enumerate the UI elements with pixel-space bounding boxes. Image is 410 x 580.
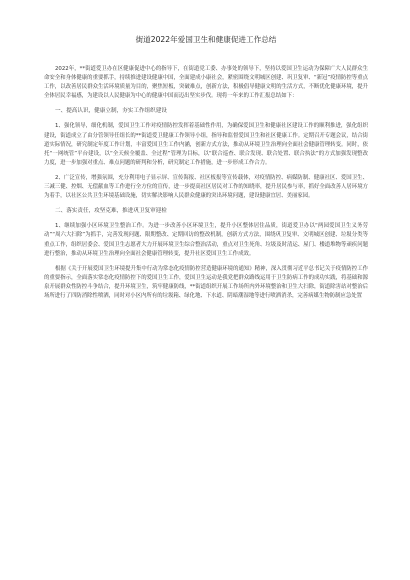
paragraph-1: 1、强化领导，细化机制，爱国卫生工作对疫情防控发挥着基础性作用，为确保爱国卫生和健康社区建设工作的顺利推进，强化组织建设，街道成立了由分管领导任组长的**街道爱卫健康工作领导小组，指导和监督爱国卫生和社区健康工作。定期召开专题会议，结合街道实际情况，研究制定年度工作计划，丰富爱国卫生工作内涵，创新方式方法，推动从环境卫生治理向全面社会健康管理转变。同时，依托“一网统管”平台建设，以“全天候全覆盖、全过程”管理为目标，以“联合巡查、联合发现、联合处置、联合执法”的方式加强发现整改力度，进一步加强对重点、难点问题的研判和分析，研究制定工作措施，进一步形成工作合力。	[44, 123, 368, 166]
section-heading-1: 一、提高认识，健康立制，夯实工作组织建设	[55, 108, 167, 115]
paragraph-4: 根据《关于开展爱国卫生环境提升集中行动为常态化疫情防控营造健康环境的通知》精神，深入贯彻习近平总书记关于疫情防控工作的重要指示，全面落实常态化疫情防控下的爱国卫生工作，爱国卫生运动是我党把群众路线运用于卫生防病工作的成功实践，将基础和源泉开展群众性防控斗争结合，提升环境卫生，筑牢健康防线，**街道组织开展工作场所内外环境整治和卫生大扫除，街道除害站对整治后场所进行了四防消除性喷洒，同时对小区内所有的垃圾箱、绿化地、下水道、阴暗潮湿地等进行喷洒消杀，完善病媒生物防制应急处置	[44, 265, 368, 299]
page-title: 街道2022年爱国卫生和健康促进工作总结	[135, 35, 277, 44]
paragraph-3: 1、继续加强小区环境卫生整治工作。为进一步改善小区环境卫生，提升小区整体居住品质，街道爱卫办以“两园爱国卫生义务劳动”“周六大扫除”为抓手，完善发现问题、限期整改、定期回访的整改机制，创新方式方法，围绕巩卫复审、文明城区创建、垃圾分类等重点工作，组织居委会、爱国卫生志愿者大力开展环境卫生综合整治活动，重点对卫生死角、垃圾及时清运、屋门、楼道堆物等顽疾问题进行整治，推动从环境卫生治理向全面社会健康管理转变，提升社区爱国卫生工作成效。	[44, 223, 368, 257]
document-body	[44, 34, 368, 307]
bottom-fade	[0, 522, 410, 580]
intro-paragraph: 2022年，**街道爱卫办在区健康促进中心的指导下，在街道党工委、办事处的领导下，坚持以爱国卫生运动为保障广大人民群众生命安全和身体健康的重要抓手，持续推进建设健康中国，全面建成小康社会，紧密围绕文明城区创建、巩卫复审、“新冠”疫情防控等重点工作，以改善居民群众生活环境质量为目的，聚焦短板，突破难点，创新方法，积极倡导健康文明的生活方式，不断优化健康环境，提升全体居民幸福感，为建设以人民健康为中心的健康中国而迈出坚实步伐。现将一年来的工作汇报总结如下：	[44, 66, 368, 100]
section-heading-2: 二、落实责任，攻坚克难，推进巩卫复审迎检	[55, 208, 167, 215]
paragraph-2: 2、广泛宣传，增强氛围，充分利用电子显示屏、宣传海报、社区板报等宣传载体，对疫情防控、病媒防制、健康社区、爱国卫生、三减三健、控烟、无偿献血等工作进行全方位的宣传，进一步提高社区居民对工作的知晓率，提升居民参与率，抓好全面改善人居环境方为着手，以社区公共卫生环境基础设施，切实解决影响人民群众健康的突出环境问题，建设健康宜居、美丽家园。	[44, 174, 368, 200]
